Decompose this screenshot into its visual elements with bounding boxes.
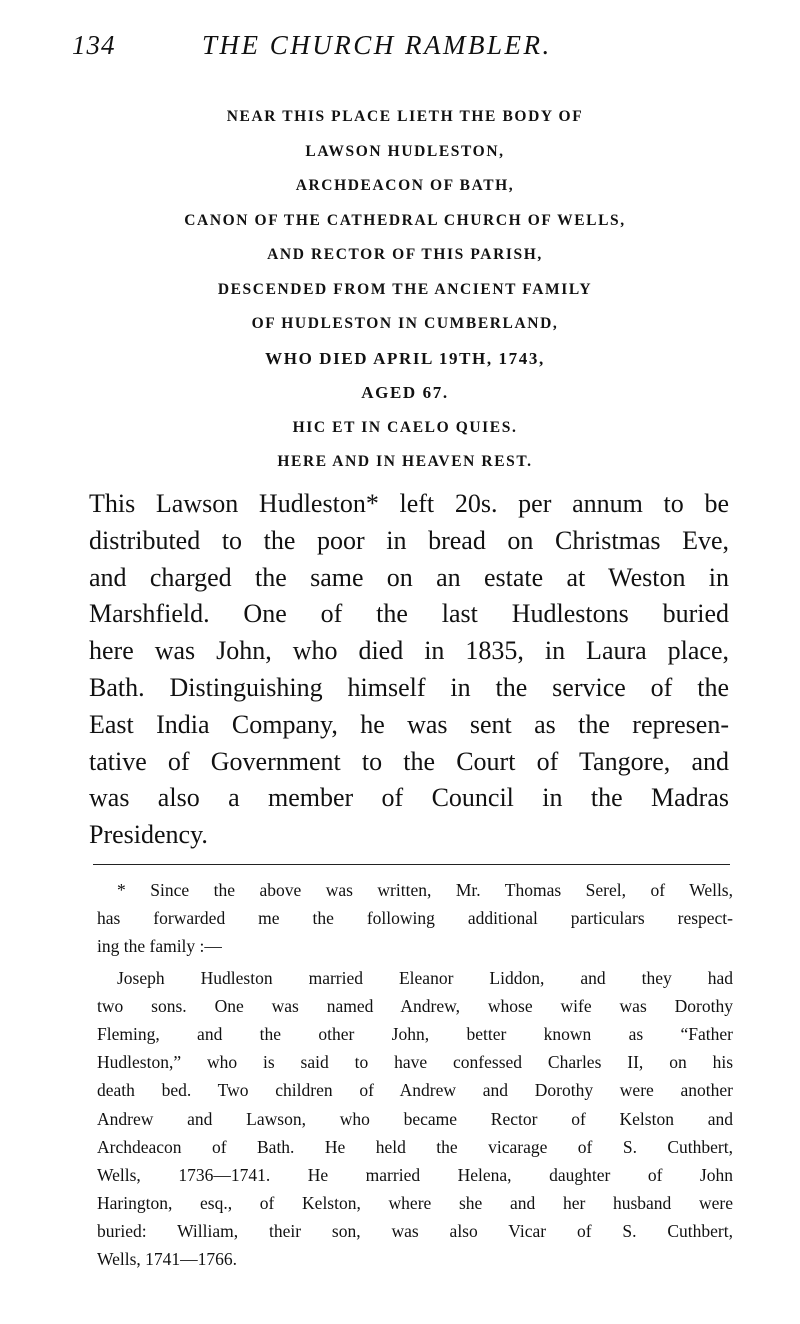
footnote-line: buried: William, their son, was also Vicar of S. Cuthbert, — [97, 1221, 733, 1242]
body-line: Marshfield. One of the last Hudlestons buried — [89, 599, 729, 629]
epitaph-line: NEAR THIS PLACE LIETH THE BODY OF — [226, 108, 584, 125]
body-line: Bath. Distinguishing himself in the service of the — [89, 672, 729, 702]
epitaph-line: AND RECTOR OF THIS PARISH, — [267, 246, 543, 263]
running-header — [72, 30, 632, 70]
epitaph-inscription — [60, 100, 750, 480]
body-line: distributed to the poor in bread on Christmas Eve, — [89, 525, 729, 555]
body-line: Presidency. — [89, 820, 208, 850]
body-line: This Lawson Hudleston* left 20s. per annum to be — [89, 489, 729, 518]
footnote-line: ing the family :— — [97, 936, 222, 957]
epitaph-line: LAWSON HUDLESTON, — [305, 142, 505, 160]
footnote-line: Joseph Hudleston married Eleanor Liddon, and they had — [117, 967, 733, 988]
footnote-line: Andrew and Lawson, who became Rector of Kelston and — [97, 1108, 733, 1129]
epitaph-line: AGED 67. — [361, 383, 449, 402]
page-number: 134 — [72, 30, 116, 60]
body-line: here was John, who died in 1835, in Laura place, — [89, 636, 729, 666]
epitaph-line: ARCHDEACON OF BATH, — [295, 177, 515, 194]
epitaph-line: CANON OF THE CATHEDRAL CHURCH OF WELLS, — [184, 211, 626, 229]
footnote-line: Wells, 1736—1741. He married Helena, daughter of John — [97, 1164, 733, 1185]
footnote-line: Wells, 1741—1766. — [97, 1249, 238, 1270]
body-paragraph — [89, 486, 729, 854]
footnote-line: death bed. Two children of Andrew and Dorothy were another — [97, 1080, 733, 1101]
footnote-line: Fleming, and the other John, better known as “Father — [97, 1023, 733, 1044]
footnote-divider — [93, 864, 730, 865]
footnote-line: Harington, esq., of Kelston, where she and her husband were — [97, 1193, 733, 1214]
footnote-line: Archdeacon of Bath. He held the vicarage of S. Cuthbert, — [97, 1136, 733, 1157]
footnote-line: * Since the above was written, Mr. Thomas Serel, of Wells, — [117, 880, 733, 900]
body-line: was also a member of Council in the Madras — [89, 783, 729, 813]
epitaph-line: HERE AND IN HEAVEN REST. — [277, 453, 533, 470]
body-line: tative of Government to the Court of Tangore, and — [89, 746, 729, 776]
running-title: THE CHURCH RAMBLER. — [202, 30, 552, 60]
epitaph-line: HIC ET IN CAELO QUIES. — [292, 418, 518, 436]
epitaph-line: OF HUDLESTON IN CUMBERLAND, — [251, 315, 559, 332]
footnote-line: has forwarded me the following additional particulars respect- — [97, 908, 733, 929]
footnote — [97, 876, 733, 1274]
body-line: and charged the same on an estate at Weston in — [89, 562, 729, 592]
footnote-line: two sons. One was named Andrew, whose wife was Dorothy — [97, 995, 733, 1016]
epitaph-line: DESCENDED FROM THE ANCIENT FAMILY — [217, 280, 593, 298]
epitaph-line: WHO DIED APRIL 19TH, 1743, — [265, 348, 545, 368]
footnote-line: Hudleston,” who is said to have confessed Charles II, on his — [97, 1052, 733, 1073]
body-line: East India Company, he was sent as the represen- — [89, 709, 729, 739]
